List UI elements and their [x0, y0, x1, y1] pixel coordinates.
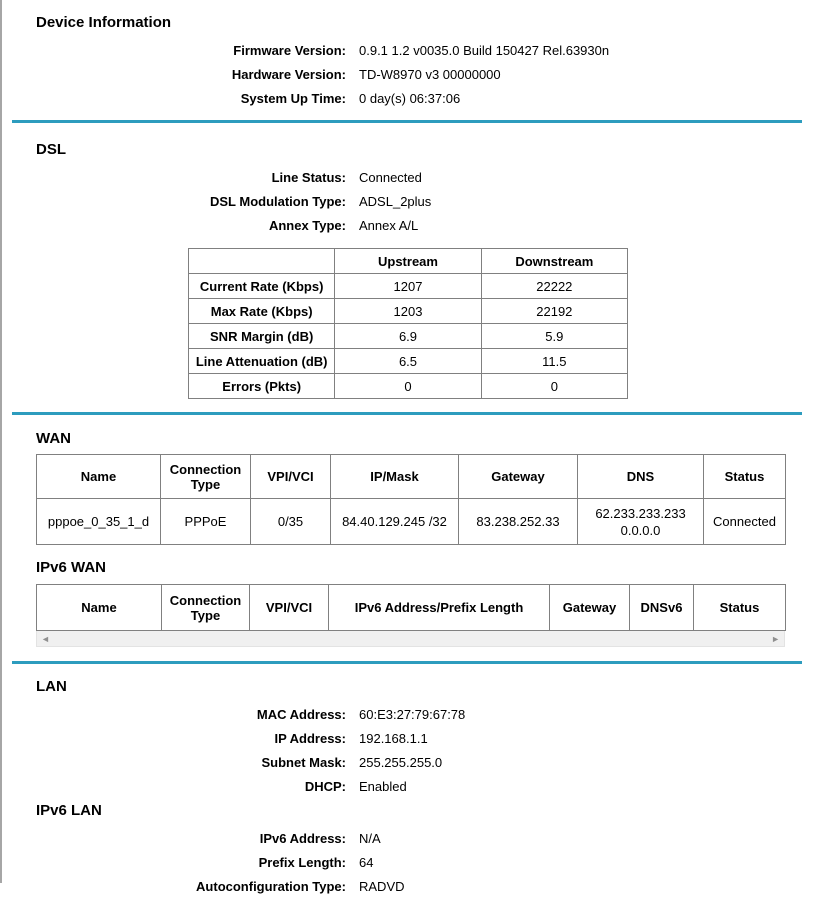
section-device-information [2, 0, 815, 111]
line-status-value: Connected [359, 170, 422, 185]
autoconfiguration-type-label: Autoconfiguration Type: [196, 879, 346, 894]
section-divider [12, 412, 802, 415]
dsl-modulation-type-value: ADSL_2plus [359, 194, 432, 209]
ipv6-address-value: N/A [359, 831, 381, 846]
ipv6-wan-header-status: Status [694, 585, 786, 631]
hardware-version-label: Hardware Version: [231, 67, 346, 82]
wan-dns-primary: 62.233.233.233 [595, 505, 686, 521]
heading-device-information: Device Information [36, 14, 172, 31]
max-rate-upstream: 1203 [335, 299, 481, 324]
wan-header-connection-type: Connection Type [161, 455, 251, 499]
wan-table-data-row [37, 499, 786, 545]
max-rate-label: Max Rate (Kbps) [189, 299, 335, 324]
dsl-info-rows [2, 166, 815, 238]
info-row-autoconfiguration-type [2, 875, 815, 899]
wan-dns-secondary: 0.0.0.0 [620, 522, 661, 538]
dsl-modulation-type-label: DSL Modulation Type: [209, 194, 346, 209]
ipv6-lan-info-rows [2, 827, 815, 899]
scroll-right-arrow-icon[interactable]: ► [771, 633, 780, 644]
current-rate-label: Current Rate (Kbps) [189, 274, 335, 299]
section-divider [12, 661, 802, 664]
errors-label: Errors (Pkts) [189, 374, 335, 399]
line-attenuation-upstream: 6.5 [335, 349, 481, 374]
snr-margin-downstream: 5.9 [481, 324, 627, 349]
wan-header-gateway: Gateway [459, 455, 578, 499]
wan-ip-mask-value: 84.40.129.245 /32 [331, 499, 459, 545]
section-lan [2, 678, 815, 899]
section-wan [2, 430, 815, 647]
prefix-length-value: 64 [359, 855, 374, 870]
info-row-mac-address [2, 703, 815, 727]
ipv6-wan-table [36, 584, 786, 631]
dsl-table-row-current-rate [189, 274, 628, 299]
mac-address-value: 60:E3:27:79:67:78 [359, 707, 466, 722]
heading-dsl: DSL [36, 141, 66, 158]
ip-address-label: IP Address: [274, 731, 346, 746]
dsl-table-row-max-rate [189, 299, 628, 324]
wan-connection-type-value: PPPoE [161, 499, 251, 545]
dsl-table-corner-cell [189, 249, 335, 274]
info-row-dhcp [2, 775, 815, 799]
info-row-annex-type [2, 214, 815, 238]
current-rate-downstream: 22222 [481, 274, 627, 299]
ipv6-wan-header-name: Name [37, 585, 162, 631]
wan-vpi-vci-value: 0/35 [251, 499, 331, 545]
ipv6-wan-header-connection-type: Connection Type [162, 585, 250, 631]
info-row-dsl-modulation-type [2, 190, 815, 214]
snr-margin-upstream: 6.9 [335, 324, 481, 349]
ipv6-wan-header-vpi-vci: VPI/VCI [250, 585, 329, 631]
dsl-table-header-downstream: Downstream [481, 249, 627, 274]
info-row-ip-address [2, 727, 815, 751]
wan-gateway-value: 83.238.252.33 [459, 499, 578, 545]
wan-header-vpi-vci: VPI/VCI [251, 455, 331, 499]
info-row-system-up-time [2, 87, 815, 111]
mac-address-label: MAC Address: [256, 707, 346, 722]
ipv6-wan-header-gateway: Gateway [550, 585, 630, 631]
system-up-time-label: System Up Time: [240, 91, 346, 106]
section-divider [12, 120, 802, 123]
wan-header-name: Name [37, 455, 161, 499]
annex-type-value: Annex A/L [359, 218, 419, 233]
info-row-hardware-version [2, 63, 815, 87]
autoconfiguration-type-value: RADVD [359, 879, 405, 894]
ipv6-wan-horizontal-scrollbar[interactable] [36, 631, 785, 647]
info-row-subnet-mask [2, 751, 815, 775]
wan-header-ip-mask: IP/Mask [331, 455, 459, 499]
ipv6-wan-table-header-row [37, 585, 786, 631]
info-row-line-status [2, 166, 815, 190]
line-status-label: Line Status: [271, 170, 346, 185]
dhcp-value: Enabled [359, 779, 407, 794]
line-attenuation-downstream: 11.5 [481, 349, 627, 374]
dsl-table-row-errors [189, 374, 628, 399]
heading-ipv6-lan: IPv6 LAN [36, 802, 102, 819]
device-information-rows [2, 39, 815, 111]
info-row-ipv6-address [2, 827, 815, 851]
prefix-length-label: Prefix Length: [258, 855, 346, 870]
errors-upstream: 0 [335, 374, 481, 399]
wan-header-dns: DNS [578, 455, 704, 499]
info-row-firmware-version [2, 39, 815, 63]
current-rate-upstream: 1207 [335, 274, 481, 299]
max-rate-downstream: 22192 [481, 299, 627, 324]
wan-dns-value [578, 499, 704, 545]
dsl-stats-table [188, 248, 628, 399]
dsl-table-header-upstream: Upstream [335, 249, 481, 274]
dhcp-label: DHCP: [304, 779, 346, 794]
wan-table [36, 454, 786, 545]
scrollbar-track[interactable] [54, 631, 767, 646]
wan-header-status: Status [704, 455, 786, 499]
hardware-version-value: TD-W8970 v3 00000000 [359, 67, 501, 82]
errors-downstream: 0 [481, 374, 627, 399]
info-row-prefix-length [2, 851, 815, 875]
lan-info-rows [2, 703, 815, 799]
heading-ipv6-wan: IPv6 WAN [36, 559, 107, 576]
subnet-mask-label: Subnet Mask: [261, 755, 346, 770]
firmware-version-label: Firmware Version: [233, 43, 346, 58]
snr-margin-label: SNR Margin (dB) [189, 324, 335, 349]
heading-wan: WAN [36, 430, 71, 447]
ipv6-wan-header-address-prefix: IPv6 Address/Prefix Length [329, 585, 550, 631]
scroll-left-arrow-icon[interactable]: ◄ [41, 633, 50, 644]
dsl-table-row-snr-margin [189, 324, 628, 349]
section-dsl [2, 141, 815, 399]
wan-table-header-row [37, 455, 786, 499]
heading-lan: LAN [36, 678, 67, 695]
ip-address-value: 192.168.1.1 [359, 731, 428, 746]
ipv6-address-label: IPv6 Address: [259, 831, 346, 846]
wan-status-value: Connected [704, 499, 786, 545]
system-up-time-value: 0 day(s) 06:37:06 [359, 91, 461, 106]
ipv6-wan-header-dnsv6: DNSv6 [630, 585, 694, 631]
subnet-mask-value: 255.255.255.0 [359, 755, 443, 770]
dsl-table-row-line-attenuation [189, 349, 628, 374]
dsl-table-header-row [189, 249, 628, 274]
annex-type-label: Annex Type: [268, 218, 346, 233]
firmware-version-value: 0.9.1 1.2 v0035.0 Build 150427 Rel.63930n [359, 43, 610, 58]
line-attenuation-label: Line Attenuation (dB) [189, 349, 335, 374]
wan-name-value: pppoe_0_35_1_d [37, 499, 161, 545]
